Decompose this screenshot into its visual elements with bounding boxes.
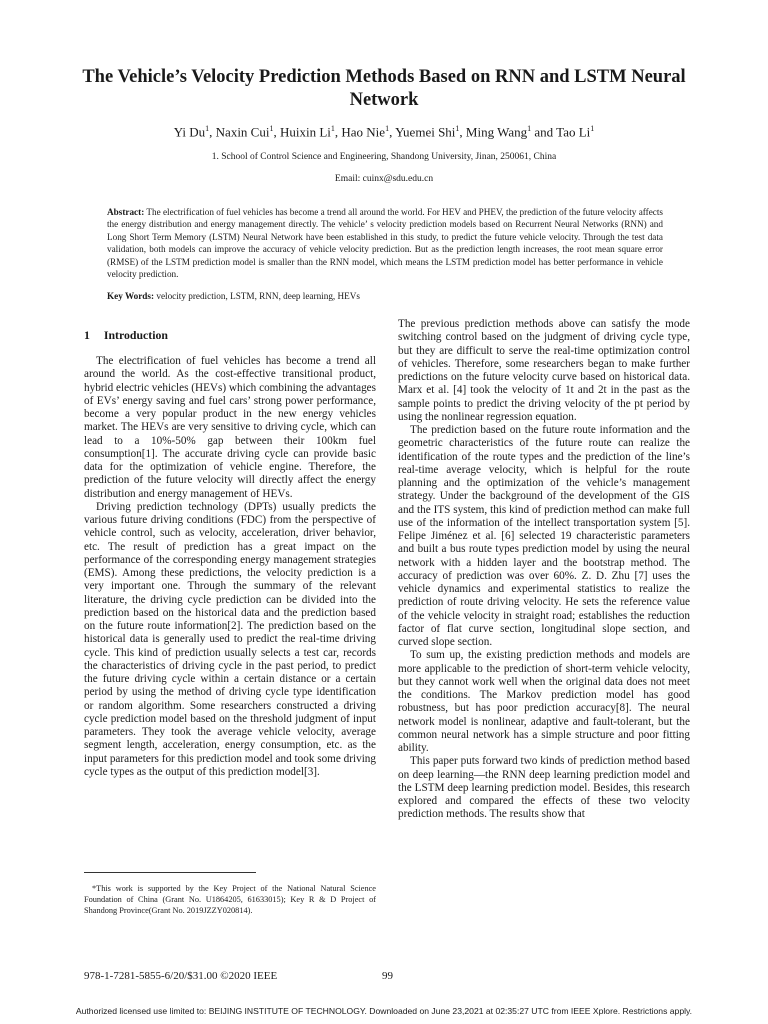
author-name: Tao Li xyxy=(556,124,591,140)
section-number: 1 xyxy=(84,328,90,342)
keywords xyxy=(107,290,663,302)
author-affiliation-mark: 1 xyxy=(455,124,460,133)
paragraph: Driving prediction technology (DPTs) usually predicts the various future driving conditions (FDC) from the perspective of vehicle control, such as velocity, acceleration, driver behavior, etc. The result of prediction has a great impact on the performance of the corresponding energy management strategies (EMS). Among these predictions, the velocity prediction is a very important one. Through the summary of the relevant literature, the driving cycle prediction can be divided into the prediction based on the historical data and the prediction based on the future route information[2]. The prediction based on the historical data is generally used to predict the real-time driving cycle. This kind of prediction usually selects a test car, records the characteristics of driving cycle in the past period, to predict the future driving cycle within a certain distance or a certain period by using the method of driving cycle type identification or random algorithm. Some researchers constructed a driving cycle prediction model based on the threshold judgment of input parameters. They took the average vehicle velocity, average segment length, acceleration, energy consumption, etc. as the input parameters for this prediction model and took some driving cycle types as the output of this prediction model[3]. xyxy=(84,500,376,778)
keywords-label: Key Words: xyxy=(107,291,155,301)
footnote: *This work is supported by the Key Project of the National Natural Science Foundation of China (Grant No. U1864205, 61633015); Key R & D Project of Shandong Province(Grant No. 2019JZZY020814). xyxy=(84,884,376,915)
author-affiliation-mark: 1 xyxy=(330,124,335,133)
paragraph: This paper puts forward two kinds of prediction method based on deep learning—the RNN deep learning prediction model and the LSTM deep learning prediction model. Besides, this research explored and compared the effects of these two velocity prediction methods. The results show that xyxy=(398,755,690,821)
author-name: Ming Wang xyxy=(465,124,528,140)
abstract-label: Abstract: xyxy=(107,207,145,217)
author-name: Huixin Li xyxy=(279,124,331,140)
author-separator: , xyxy=(209,124,216,140)
author-affiliation-mark: 1 xyxy=(269,124,274,133)
author-affiliation-mark: 1 xyxy=(590,124,595,133)
author-separator: , xyxy=(459,124,466,140)
author-name: Naxin Cui xyxy=(215,124,270,140)
footnote-divider xyxy=(84,872,256,873)
right-column xyxy=(398,318,690,822)
author-separator: , xyxy=(389,124,396,140)
affiliation: 1. School of Control Science and Engineering, Shandong University, Jinan, 250061, China xyxy=(211,152,557,162)
author-affiliation-mark: 1 xyxy=(527,124,532,133)
keywords-text: velocity prediction, LSTM, RNN, deep learning, HEVs xyxy=(154,291,360,301)
author-separator: and xyxy=(531,124,557,140)
abstract-text: The electrification of fuel vehicles has become a trend all around the world. For HEV and PHEV, the prediction of the future velocity affects the energy distribution and energy management directly. The vehicle’ s velocity prediction models based on Recurrent Neural Networks (RNN) and Long Short Term Memory (LSTM) Neural Network have been established in this study, to predict the future vehicle velocity. Through the test data validation, both models can improve the accuracy of vehicle velocity prediction. But as the prediction length increases, the root mean square error (RMSE) of the LSTM prediction model is smaller than the RNN model, which means the LSTM prediction model has better performance in vehicle velocity prediction. xyxy=(107,207,664,280)
contact-email: Email: cuinx@sdu.edu.cn xyxy=(334,174,434,184)
author-name: Hao Nie xyxy=(341,124,386,140)
isbn-copyright: 978-1-7281-5855-6/20/$31.00 ©2020 IEEE xyxy=(84,970,278,982)
section-heading xyxy=(84,328,376,343)
paper-title: The Vehicle’s Velocity Prediction Methods Based on RNN and LSTM Neural Network xyxy=(82,67,686,110)
author-name: Yuemei Shi xyxy=(395,124,456,140)
section-title: Introduction xyxy=(103,328,168,342)
author-affiliation-mark: 1 xyxy=(385,124,390,133)
abstract xyxy=(107,206,663,280)
author-list xyxy=(60,124,708,140)
author-affiliation-mark: 1 xyxy=(205,124,210,133)
paragraph: The previous prediction methods above can satisfy the mode switching control based on the judgment of driving cycle type, but they are difficult to serve the real-time optimization control of vehicles. Therefore, some researchers began to make further predictions on the future velocity curve based on historical data. Marx et al. [4] took the velocity of 1t and 2t in the past as the sample points to predict the driving velocity of the pt period by using the nonlinear regression equation. xyxy=(398,318,690,423)
author-name: Yi Du xyxy=(173,124,206,140)
author-separator: , xyxy=(273,124,280,140)
paragraph: The prediction based on the future route information and the geometric characteristics of the future route can realize the identification of the route types and the prediction of the line’s real-time average velocity, which is helpful for the route planning and the optimization of the vehicle’s management strategy. Under the background of the development of the GIS and the ITS system, this kind of prediction method can make full use of the information of the intellect transportation system [5]. Felipe Jiménez et al. [6] selected 19 characteristic parameters and built a bus route types prediction model by using the neural network with a hidden layer and the bootstrap method. The accuracy of prediction was over 60%. Z. D. Zhu [7] uses the vehicle dynamics and experimental statistics to realize the prediction of route driving velocity. He sets the reference value of the vehicle velocity in straight road; establishes the reduction factor of flat curve section, longitudinal slope section, and curved slope section. xyxy=(398,424,690,648)
paragraph: The electrification of fuel vehicles has become a trend all around the world. As the cost-effective transitional product, hybrid electric vehicles (HEVs) which combining the advantages of EVs’ energy saving and fuel cars’ strong power performance, become a very popular product in the new energy vehicles market. The HEVs are very sensitive to driving cycle, which can lead to a 10%-50% gap between their 100km fuel consumption[1]. The accurate driving cycle can provide basic data for the optimization of vehicle engine. Therefore, the prediction of the future velocity will directly affect the energy distribution and energy management of HEVs. xyxy=(84,355,376,500)
license-notice: Authorized licensed use limited to: BEIJING INSTITUTE OF TECHNOLOGY. Downloaded on June 23,2021 at 02:35:27 UTC from IEEE Xplore. Restrictions apply. xyxy=(75,1006,693,1016)
paragraph: To sum up, the existing prediction methods and models are more applicable to the prediction of short-term vehicle velocity, but they cannot work well when the original data does not meet the conditions. The Markov prediction model has good robustness, but has poor prediction accuracy[8]. The neural network model is nonlinear, adaptive and fault-tolerant, but the common neural network has a simple structure and poor fitting ability. xyxy=(398,649,690,754)
page-number: 99 xyxy=(382,970,393,982)
left-column xyxy=(84,326,376,779)
author-separator: , xyxy=(334,124,342,140)
